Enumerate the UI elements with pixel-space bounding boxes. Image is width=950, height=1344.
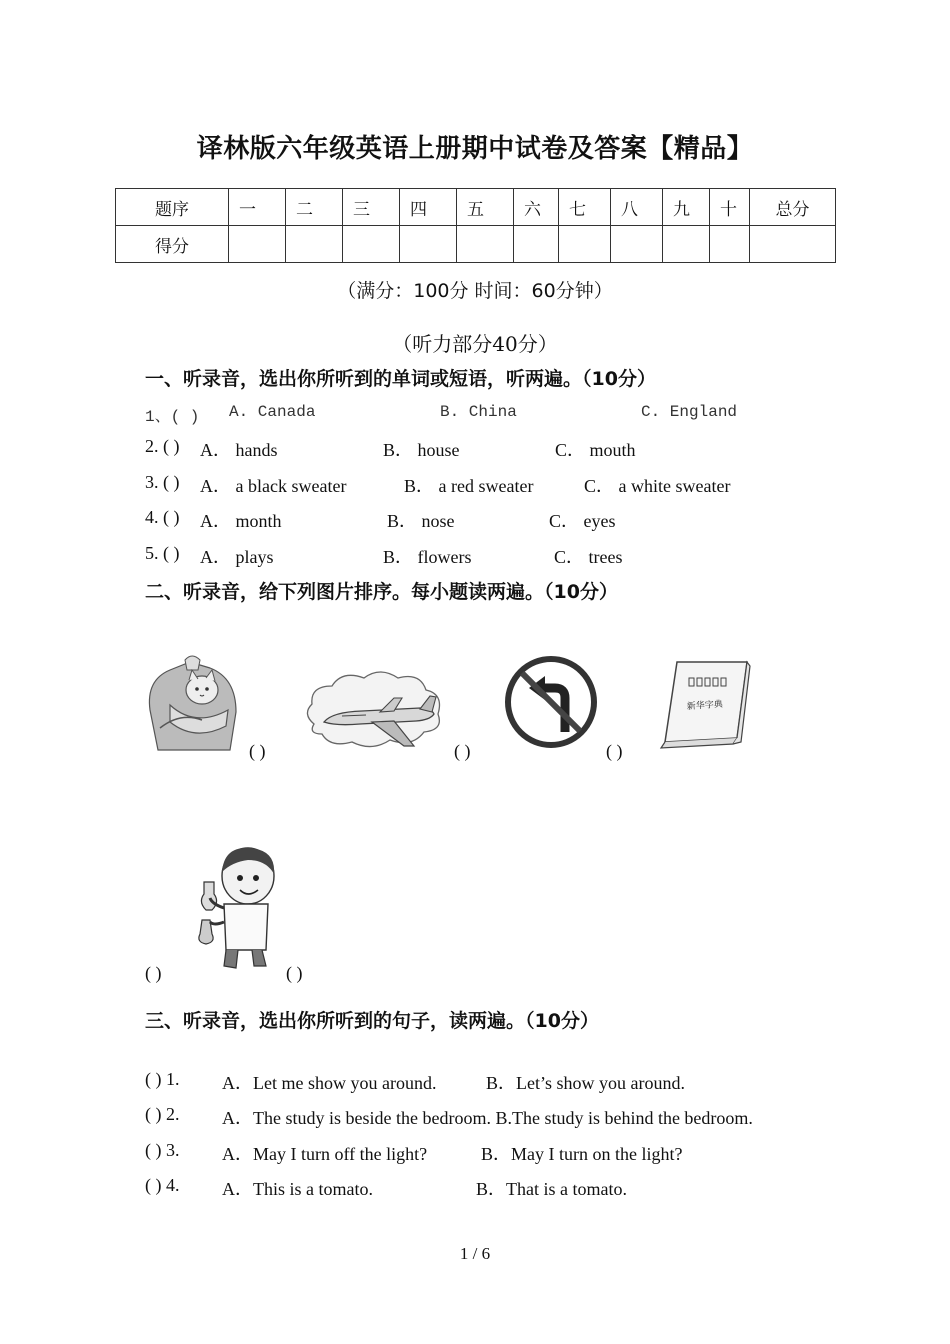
picture2-answer[interactable]: ( ) (454, 741, 471, 761)
s3-q3-number[interactable]: ( ) 3. (145, 1140, 180, 1160)
page-number: 1 / 6 (459, 1244, 491, 1263)
q2-option-c[interactable]: C． mouth (555, 440, 636, 460)
score-input-cell[interactable] (343, 226, 400, 263)
score-input-cell[interactable] (514, 226, 559, 263)
s3-q2-options[interactable]: A．The study is beside the bedroom. B.The study is behind the bedroom. (222, 1108, 753, 1128)
score-row-label: 得分 (116, 226, 229, 263)
score-input-cell[interactable] (559, 226, 611, 263)
q4-option-c[interactable]: C． eyes (549, 511, 616, 531)
score-input-cell[interactable] (286, 226, 343, 263)
q1-number[interactable]: 1、( ) (145, 408, 200, 426)
q3-option-a[interactable]: A． a black sweater (200, 476, 347, 496)
score-input-cell[interactable] (750, 226, 836, 263)
score-header-cell: 四 (400, 189, 457, 226)
score-header-cell: 七 (559, 189, 611, 226)
score-input-cell[interactable] (710, 226, 750, 263)
score-input-cell[interactable] (611, 226, 663, 263)
no-left-turn-sign-picture (505, 656, 597, 748)
score-header-cell: 三 (343, 189, 400, 226)
score-header-cell: 五 (457, 189, 514, 226)
score-header-cell: 题序 (116, 189, 229, 226)
listening-note: （听力部分40分） (392, 332, 558, 356)
q3-option-b[interactable]: B． a red sweater (404, 476, 534, 496)
s3-q4-option-a[interactable]: A．This is a tomato. (222, 1179, 373, 1199)
s3-q1-option-a[interactable]: A．Let me show you around. (222, 1073, 437, 1093)
score-header-cell: 二 (286, 189, 343, 226)
q5-option-b[interactable]: B． flowers (383, 547, 472, 567)
q3-number[interactable]: 3. ( ) (145, 472, 180, 492)
score-table-header-row (116, 189, 836, 226)
q1-option-b[interactable]: B. China (440, 403, 517, 421)
page-title: 译林版六年级英语上册期中试卷及答案【精品】 (196, 134, 754, 164)
score-header-cell: 十 (710, 189, 750, 226)
score-header-cell: 一 (229, 189, 286, 226)
score-header-cell: 总分 (750, 189, 836, 226)
score-table-score-row (116, 226, 836, 263)
q4-option-b[interactable]: B． nose (387, 511, 455, 531)
picture5-answer[interactable]: ( ) (286, 963, 303, 983)
picture3-answer[interactable]: ( ) (606, 741, 623, 761)
section1-heading: 一、听录音，选出你所听到的单词或短语，听两遍。（10分） (145, 368, 656, 390)
person-holding-cat-picture (140, 650, 245, 752)
q5-number[interactable]: 5. ( ) (145, 543, 180, 563)
section3-heading: 三、听录音，选出你所听到的句子，读两遍。（10分） (145, 1010, 599, 1032)
q3-option-c[interactable]: C． a white sweater (584, 476, 731, 496)
q4-number[interactable]: 4. ( ) (145, 507, 180, 527)
q2-option-b[interactable]: B． house (383, 440, 460, 460)
q5-option-c[interactable]: C． trees (554, 547, 623, 567)
s3-q3-option-b[interactable]: B．May I turn on the light? (481, 1144, 683, 1164)
q1-option-a[interactable]: A. Canada (229, 403, 316, 421)
s3-q2-number[interactable]: ( ) 2. (145, 1104, 180, 1124)
s3-q4-option-b[interactable]: B．That is a tomato. (476, 1179, 627, 1199)
q2-option-a[interactable]: A． hands (200, 440, 278, 460)
score-header-cell: 六 (514, 189, 559, 226)
s3-q1-option-b[interactable]: B．Let’s show you around. (486, 1073, 685, 1093)
q4-option-a[interactable]: A． month (200, 511, 282, 531)
score-header-cell: 八 (611, 189, 663, 226)
q5-option-a[interactable]: A． plays (200, 547, 274, 567)
score-input-cell[interactable] (457, 226, 514, 263)
picture1-answer[interactable]: ( ) (249, 741, 266, 761)
boy-experiment-picture (190, 842, 282, 974)
score-table (115, 188, 836, 263)
picture4-answer[interactable]: ( ) (145, 963, 162, 983)
score-input-cell[interactable] (229, 226, 286, 263)
s3-q4-number[interactable]: ( ) 4. (145, 1175, 180, 1195)
exam-meta: （满分：100分 时间：60分钟） (337, 280, 613, 302)
airplane-picture (302, 664, 447, 756)
q2-number[interactable]: 2. ( ) (145, 436, 180, 456)
dictionary-book-picture (655, 656, 753, 750)
dictionary-label: 新华字典 (686, 699, 724, 713)
section2-heading: 二、听录音，给下列图片排序。每小题读两遍。（10分） (145, 581, 618, 603)
score-header-cell: 九 (663, 189, 710, 226)
score-input-cell[interactable] (400, 226, 457, 263)
s3-q1-number[interactable]: ( ) 1. (145, 1069, 180, 1089)
q1-option-c[interactable]: C. England (641, 403, 738, 421)
s3-q3-option-a[interactable]: A．May I turn off the light? (222, 1144, 428, 1164)
score-input-cell[interactable] (663, 226, 710, 263)
